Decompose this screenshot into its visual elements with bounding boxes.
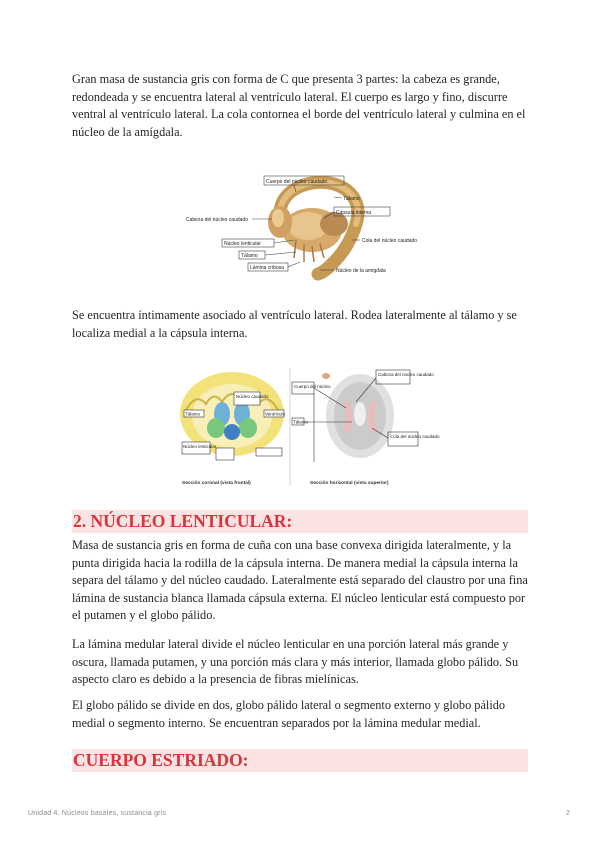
- caption-horizontal: Sección horizontal (vista superior): [310, 481, 389, 486]
- paragraph-caudate-shape: Gran masa de sustancia gris con forma de C que presenta 3 partes: la cabeza es grande, redondeada y se encuentra lateral al ventrículo lateral. El cuerpo es largo y fino, discurre ventral al ventrículo lateral. La cola contornea el borde del ventrículo lateral y culmina en el núcleo de la amígdala.: [72, 72, 526, 139]
- paragraph-globus-pallidus: El globo pálido se divide en dos, globo pálido lateral o segmento externo y globo pálido medial o segmento interno. Se encuentran separados por la lámina medular medial.: [72, 698, 506, 730]
- figure-brain-sections: [176, 362, 440, 492]
- label-talamo-left: Tálamo: [185, 411, 201, 417]
- caudate-illustration: [184, 166, 426, 288]
- paragraph-lenticular-shape: Masa de sustancia gris en forma de cuña con una base convexa dirigida lateralmente, y la punta dirigida hacia la rodilla de la cápsula interna. De manera medial la cápsula interna la separa del tálamo y del núcleo caudado. Lateralmente está separado del claustro por una fina lámina de sustancia blanca llamada cápsula externa. El núcleo lenticular está compuesto por el putamen y el globo pálido.: [72, 538, 528, 623]
- brain-sections-illustration: [176, 362, 440, 492]
- paragraph-medullary-lamina: La lámina medular lateral divide el núcleo lenticular en una porción lateral más grande y oscura, llamada putamen, y una porción más clara y más interior, llamada globo pálido. Su aspecto claro es debido a la presencia de fibras mielínicas.: [72, 637, 519, 687]
- label-nucleo-caudado-left: Núcleo caudado: [236, 394, 269, 399]
- label-talamo-right: Tálamo: [293, 419, 309, 425]
- section-heading-lenticular: 2. NÚCLEO LENTICULAR:: [72, 510, 528, 533]
- figure-caudate-nucleus: [184, 166, 426, 288]
- section-heading-striatum: CUERPO ESTRIADO:: [72, 749, 528, 772]
- label-cuerpo: Cuerpo del núcleo caudado: [266, 179, 328, 185]
- label-talamo-top: Tálamo: [343, 196, 360, 202]
- paragraph-caudate-relations: Se encuentra íntimamente asociado al ventrículo lateral. Rodea lateralmente al tálamo y se localiza medial a la cápsula interna.: [72, 308, 517, 340]
- label-lenticular: Núcleo lenticular: [224, 241, 261, 247]
- label-talamo-bottom: Tálamo: [241, 253, 258, 259]
- label-lenticular-left: Núcleo lenticular: [183, 444, 217, 449]
- label-cuerpo-right: Cuerpo del núcleo: [294, 384, 331, 389]
- label-cabeza: Cabeza del núcleo caudado: [186, 217, 248, 223]
- label-cola-right: Cola del núcleo caudado: [390, 434, 440, 439]
- caption-coronal: Sección coronal (vista frontal): [182, 481, 251, 486]
- label-capsula: Cápsula interna: [336, 210, 372, 216]
- footer-page-number: 2: [566, 810, 570, 817]
- label-cola: Cola del núcleo caudado: [362, 238, 418, 244]
- label-amigdala: Núcleo de la amígdala: [336, 268, 386, 274]
- footer-unit-title: Unidad 4. Núcleos basales, sustancia gris: [28, 810, 167, 817]
- label-lamina: Lámina cribosa: [250, 265, 284, 271]
- label-cabeza-right: Cabeza del núcleo caudado: [378, 372, 434, 377]
- label-ventriculo-left: Ventrículo: [265, 411, 286, 417]
